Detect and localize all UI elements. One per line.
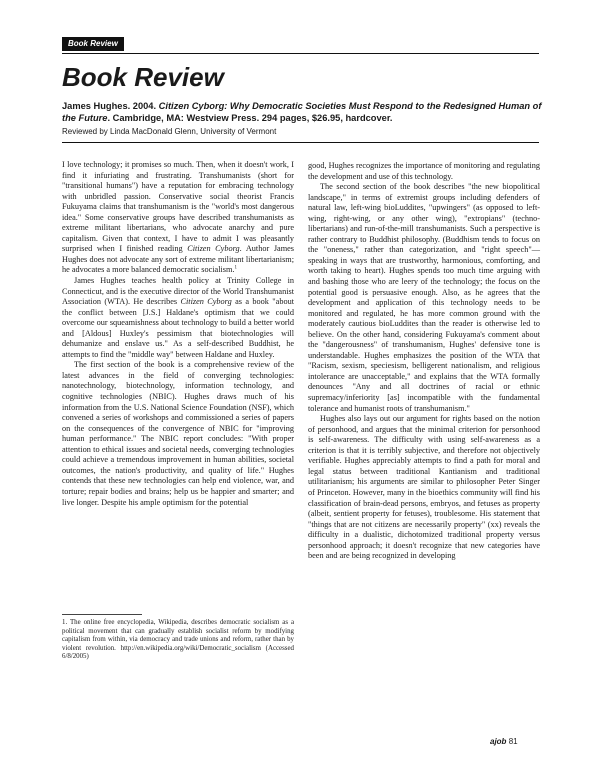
book-citation — [62, 100, 542, 124]
book-title-italic: Citizen Cyborg — [187, 244, 240, 254]
footnote — [62, 619, 294, 662]
paragraph-text: . Author James Hughes does not advocate any sort of extreme militant libertarianism; he advocates a more balanced democratic socialism. — [62, 244, 294, 275]
section-tag: Book Review — [62, 37, 124, 51]
paragraph — [62, 276, 294, 360]
citation-publisher: . Cambridge, MA: Westview Press. 294 pages, $26.95, hardcover. — [107, 113, 393, 123]
reviewer-line: Reviewed by Linda MacDonald Glenn, University of Vermont — [62, 127, 277, 136]
page-number: 81 — [508, 737, 518, 746]
paragraph: Hughes also lays out our argument for rights based on the notion of personhood, and argues that the minimal criterion for personhood is self-awareness. The difficulty with using self-awareness as a criterion is that it is terribly subjective, and therefore not objectively verifiable. Hughes appreciably attempts to find a path for moral and legal status between traditional Kantianism and traditional utilitarianism; his arguments are similar to philosopher Peter Singer of Princeton. However, many in the bioethics community will find his classification of brain-dead persons, embryos, and fetuses as property (albeit, sentient property for fetuses), troublesome. His statement that "things that are not citizens are necessarily property" (xx) reveals the difficulty in a dualistic, dichotomized traditional property versus personhood approach; it doesn't recognize that new categories have been and are being recognized in developing — [308, 414, 540, 561]
book-title-italic: Citizen Cyborg — [180, 297, 232, 307]
citation-author-year: James Hughes. 2004. — [62, 101, 157, 111]
journal-name: ajob — [490, 737, 507, 746]
text-column-left — [62, 160, 294, 508]
paragraph — [62, 160, 294, 276]
footnote-marker[interactable]: 1 — [234, 265, 237, 271]
footnote-text: 1. The online free encyclopedia, Wikipedia, describes democratic socialism as a political movement that can gradually establish socialist reform by modifying capitalism from within, via democracy and trade unions and reform, rather than by violent revolution. http://en.wikipedia.org/wiki/Democratic_socialism (Accessed 6/8/2005) — [62, 619, 294, 661]
citation-rule — [62, 142, 539, 143]
paragraph-text: I love technology; it promises so much. Then, when it doesn't work, I find it infuriating and frustrating. Transhumanists (short for "transitional humans") have a reputation for embracing technology with unbridled passion. Conservative social theorist Francis Fukuyama claims that transhumanism is the "world's most dangerous idea." Some conservative groups have described transhumanists as extreme militant libertarians, who advocate anarchy and pure capitalism. Given that context, I have to admit I was pleasantly surprised when I finished reading — [62, 160, 294, 254]
footnote-rule — [62, 614, 142, 615]
header-rule — [62, 53, 539, 54]
page-title: Book Review — [62, 62, 224, 92]
paragraph: The first section of the book is a comprehensive review of the latest advances in the field of converging technologies: nanotechnology, biotechnology, information technology, and cognitive technologies (NBIC). Hughes draws much of his information from the U.S. National Science Foundation (NSF), which convened a series of workshops and commissioned a series of papers on the consequences of the convergence of NBIC for "improving human performance." The NBIC report concludes: "With proper attention to ethical issues and societal needs, converging technologies could achieve a tremendous improvement in human abilities, societal outcomes, the nation's productivity, and quality of life." Hughes contends that these new technologies can help end violence, war, and torture; repair bodies and brains; help us be happier and smarter; and live longer. Despite his ample optimism for the potential — [62, 360, 294, 507]
paragraph-text: James Hughes teaches health policy at Trinity College in Connecticut, and is the executive director of the World Transhumanist Association (WTA). He describes — [62, 276, 294, 307]
page-footer — [490, 737, 518, 746]
paragraph: good, Hughes recognizes the importance of monitoring and regulating the development and use of this technology. — [308, 161, 540, 181]
text-column-right — [308, 161, 540, 562]
citation-book-title: Citizen Cyborg: Why Democratic Societies Must Respond to the Redesigned Human of the Future — [62, 101, 542, 123]
paragraph-text: as a book "about the conflict between [J.S.] Haldane's optimism that we could overcome our squeamishness about technology to build a better world and [Aldous] Huxley's pessimism that biotechnologies will dehumanize and enslave us." As a self-described Buddhist, he attempts to find the "middle way" between Haldane and Huxley. — [62, 297, 294, 359]
paragraph: The second section of the book describes "the new biopolitical landscape," in terms of extremist groups including defenders of natural law, left-wing bioLuddites, "upwingers" (as opposed to left-wing, right-wing, or any other wing), "extropians" (techno-libertarians) and run-of-the-mill transhumanists. Such a perspective is rather contrary to Buddhist philosophy. (Buddhism tends to focus on the "oneness," rather than categorization, and "right speech"—speaking in ways that are trustworthy, harmonious, comforting, and worth taking to heart). Hughes spends too much time arguing with and bashing those who are leery of the technology; the focus on the potential good is persuasive enough. Also, as he agrees that the development and application of this technology needs to be monitored and regulated, he has more common ground with the moderately cautious bioLuddites than the reader is otherwise led to believe. On the other hand, considering Fukuyama's comment about the "dangerousness" of transhumanism, Hughes' defensive tone is understandable. Hughes emphasizes the position of the WTA that "Racism, sexism, speciesism, belligerent nationalism, and religious intolerance are unacceptable," and explains that the WTA formally denounces "Any and all doctrines of racial or ethnic supremacy/inferiority [as] incompatible with the fundamental tolerance and humanist roots of transhumanism." — [308, 182, 540, 413]
